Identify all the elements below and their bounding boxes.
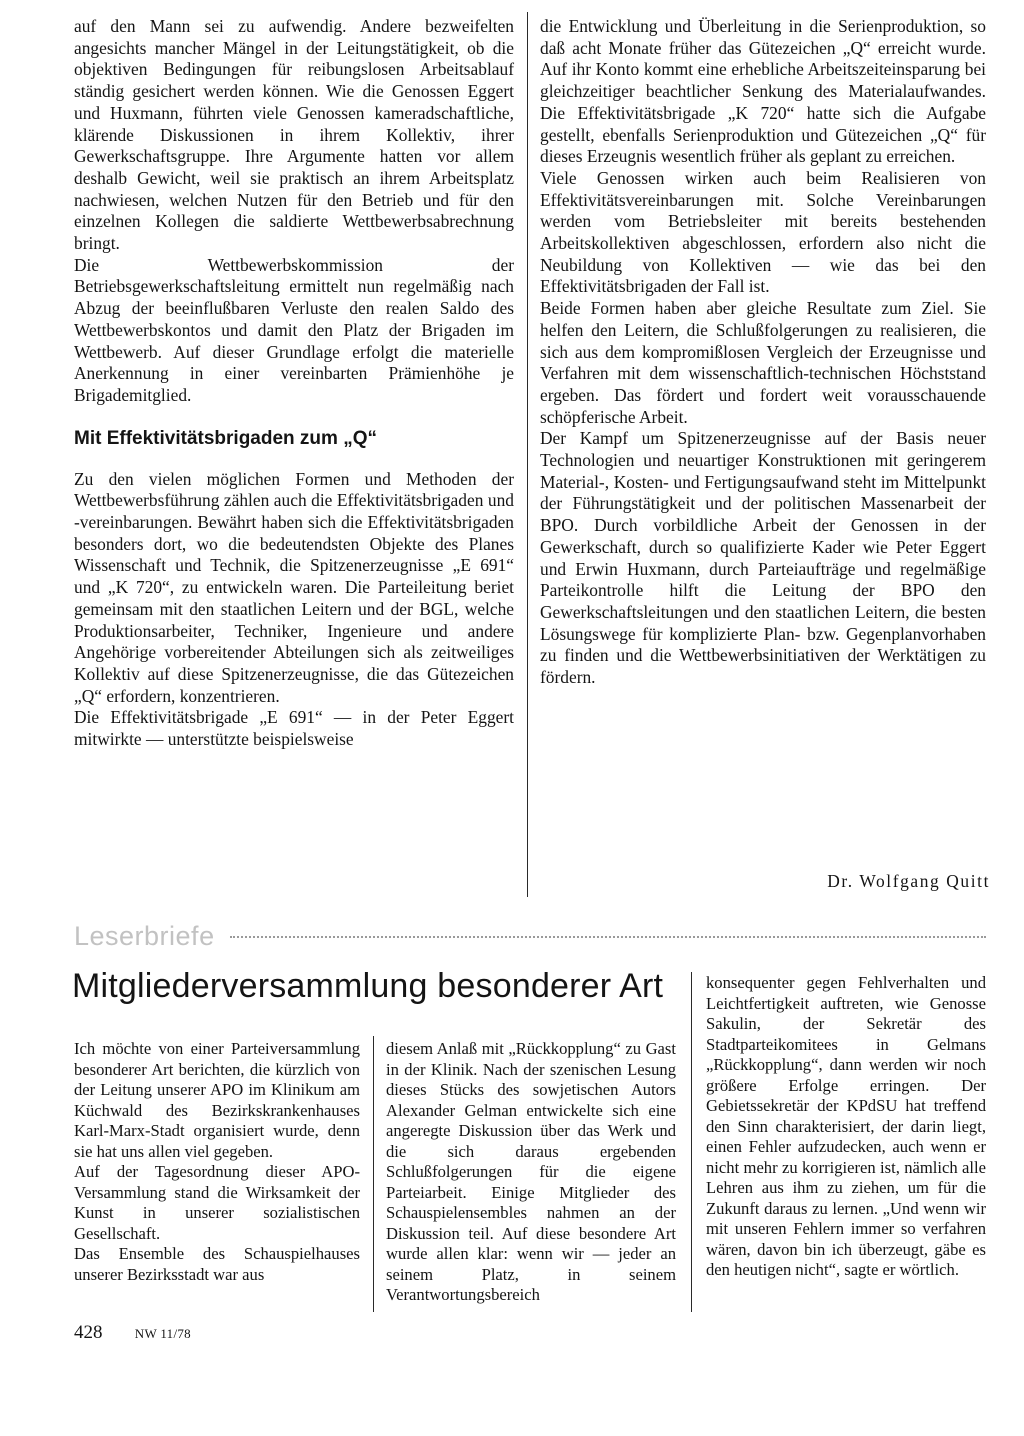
page-number: 428 [74,1322,103,1343]
article-left-column [74,16,514,751]
letter-paragraph: konsequenter gegen Fehlverhalten und Leichtfertigkeit auftreten, wie Genosse Sakulin, der Sekretär des Stadtparteikomitees in Gelmans „Rückkopplung“, dann werden wir noch größere Erfolge erringen. Der Gebietssekretär der KPdSU hat treffend den Sinn charakterisiert, der darin liegt, einen Fehler aufzudecken, auch wenn er nicht mehr zu korrigieren ist, nämlich alle Lehren aus ihm zu ziehen, um für die Zukunft daraus zu lernen. „Und wenn wir mit unseren Fehlern immer so verfahren wären, davon bin ich überzeugt, gäbe es den heutigen nicht“, sagte er wörtlich. [706,973,986,1279]
article-paragraph: Der Kampf um Spitzenerzeugnisse auf der Basis neuer Technologien und neuartiger Konstruktionen mit geringerem Material-, Kosten- und Fertigungsaufwand steht im Mittelpunkt der Führungstätigkeit und der politischen Massenarbeit der BPO. Durch vorbildliche Arbeit der Genossen in der Gewerkschaft, durch so qualifizierte Kader wie Peter Eggert und Erwin Huxmann, durch Parteiaufträge und regelmäßige Parteikontrolle hilft die Leitung der BPO den Gewerkschaftsleitungen und den staatlichen Leitern, die besten Lösungswege für komplizierte Plan- bzw. Gegenplanvorhaben zu finden und die Wettbewerbsinitiativen der Werktätigen zu fördern. [540,428,986,688]
letter-paragraph: diesem Anlaß mit „Rückkopplung“ zu Gast in der Klinik. Nach der szenischen Lesung dieses Stücks des sowjetischen Autors Alexander Gelman entwickelte sich eine angeregte Diskussion über das Werk und die sich daraus ergebenden Schlußfolgerungen für die eigene Parteiarbeit. Einige Mitglieder des Schauspielensembles nahmen an der Diskussion teil. Auf diese besondere Art wurde allen klar: wenn wir — jeder an seinem Platz, in seinem Verantwortungsbereich [386,1039,676,1304]
article-paragraph: Zu den vielen möglichen Formen und Methoden der Wettbewerbsführung zählen auch die Effektivitätsbrigaden und -vereinbarungen. Bewährt haben sich die Effektivitätsbrigaden besonders dort, wo die bedeutendsten Objekte des Planes Wissenschaft und Technik, die Spitzenerzeugnisse „E 691“ und „K 720“, zu entwickeln waren. Die Parteileitung beriet gemeinsam mit den staatlichen Leitern und der BGL, welche Produktionsarbeiter, Techniker, Ingenieure und andere Angehörige vorbereitender Abteilungen sich als zeitweiliges Kollektiv auf diese Spitzenerzeugnisse, die das Gütezeichen „Q“ erfordern, konzentrieren. [74,468,514,706]
column-divider [527,12,528,897]
letter-paragraph: Das Ensemble des Schauspielhauses unserer Bezirksstadt war aus [74,1244,360,1284]
article-paragraph: Die Effektivitätsbrigade „E 691“ — in der Peter Eggert mitwirkte — unterstützte beispielsweise [74,707,514,750]
column-divider [691,972,692,1312]
letter-paragraph: Auf der Tagesordnung dieser APO-Versammlung stand die Wirksamkeit der Kunst in unserer sozialistischen Gesellschaft. [74,1162,360,1243]
letter-headline: Mitgliederversammlung besonderer Art [72,967,664,1005]
page-footer [74,1322,191,1344]
article-paragraph: Die Wettbewerbskommission der Betriebsgewerkschaftsleitung ermittelt nun regelmäßig nach Abzug der beeinflußbaren Verluste den realen Saldo des Wettbewerbskontos und damit den Platz der Brigaden im Wettbewerb. Auf dieser Grundlage erfolgt die materielle Anerkennung in einer vereinbarten Prämienhöhe je Brigademitglied. [74,254,514,405]
letter-paragraph: Ich möchte von einer Parteiversammlung besonderer Art berichten, die kürzlich von der Leitung unserer APO im Klinikum am Küchwald des Bezirkskrankenhauses Karl-Marx-Stadt organisiert wurde, denn sie hat uns allen viel gegeben. [74,1039,360,1161]
author-signature: Dr. Wolfgang Quitt [827,871,990,891]
section-divider [230,936,986,938]
article-subheading: Mit Effektivitätsbrigaden zum „Q“ [74,427,377,449]
section-label: Leserbriefe [74,921,215,951]
article-paragraph: Beide Formen haben aber gleiche Resultate zum Ziel. Sie helfen den Leitern, die Schlußfolgerungen zu realisieren, die sich aus dem kompromißlosen Vergleich der Erzeugnisse und Verfahren mit dem wissenschaftlich-technischen Höchststand ergeben. Das fördert und fordert weit vorausschauende schöpferische Arbeit. [540,298,986,427]
letter-column-3 [706,973,986,1281]
letter-column-1 [74,1039,360,1285]
article-paragraph: Viele Genossen wirken auch beim Realisieren von Effektivitätsvereinbarungen mit. Solche Vereinbarungen werden vom Betriebsleiter mit bereits bestehenden Arbeitskollektiven abgeschlossen, erfordern also nicht die Neubildung von Kollektiven — wie das bei den Effektivitätsbrigaden der Fall ist. [540,167,986,297]
article-paragraph: die Entwicklung und Überleitung in die Serienproduktion, so daß acht Monate früher das Gütezeichen „Q“ erreicht wurde. Auf ihr Konto kommt eine erhebliche Arbeitszeiteinsparung bei gleichzeitiger beachtlicher Senkung des Materialaufwandes. Die Effektivitätsbrigade „K 720“ hatte sich die Aufgabe gestellt, ebenfalls Serienproduktion und Gütezeichen „Q“ für dieses Erzeugnis wesentlich früher als geplant zu erreichen. [540,16,986,167]
article-right-column [540,16,986,689]
article-paragraph: auf den Mann sei zu aufwendig. Andere bezweifelten angesichts mancher Mängel in der Leitungstätigkeit, ob die objektiven Bedingungen für reibungslosen Arbeitsablauf ständig gesichert werden können. Wie die Genossen Eggert und Huxmann, führten viele Genossen kameradschaftliche, klärende Diskussionen in ihrem Kollektiv, ihrer Gewerkschaftsgruppe. Ihre Argumente hatten vor allem deshalb Gewicht, weil sie praktisch an ihrem Arbeitsplatz nachwiesen, welchen Nutzen für den Betrieb und für den einzelnen Kollegen die saldierte Wettbewerbsabrechnung bringt. [74,16,514,254]
issue-label: NW 11/78 [134,1326,191,1341]
column-divider [373,1036,374,1312]
letter-column-2 [386,1039,676,1306]
